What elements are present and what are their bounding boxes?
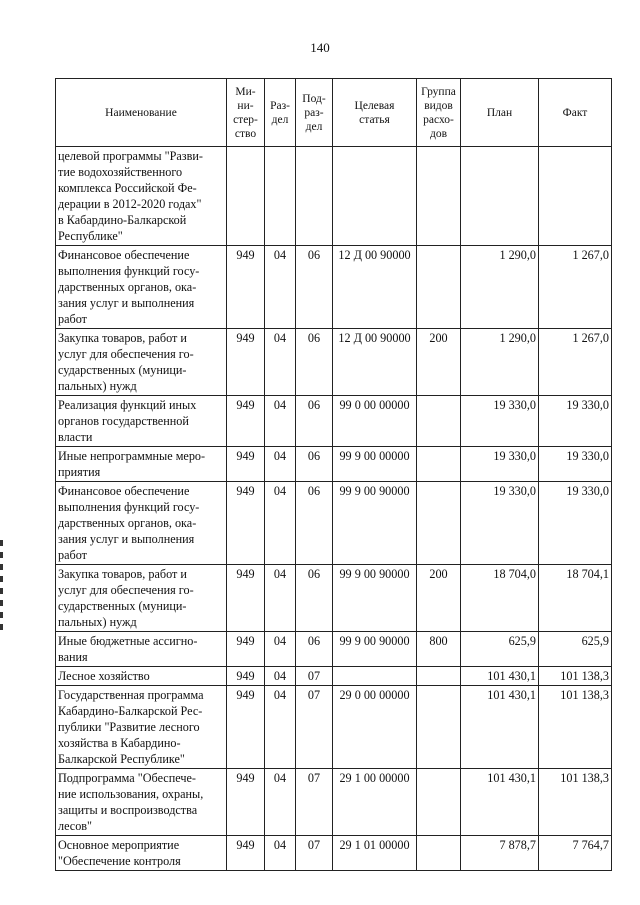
cell-target [333,147,417,246]
cell-subsection [296,147,333,246]
cell-expense-group [417,482,461,565]
header-plan: План [461,79,539,147]
cell-fact [539,147,612,246]
cell-target: 99 9 00 90000 [333,482,417,565]
cell-section: 04 [265,565,296,632]
cell-fact: 1 267,0 [539,329,612,396]
cell-fact: 1 267,0 [539,246,612,329]
cell-plan: 1 290,0 [461,329,539,396]
cell-target: 29 1 01 00000 [333,836,417,871]
cell-target: 12 Д 00 90000 [333,246,417,329]
cell-plan: 625,9 [461,632,539,667]
header-subsection: Под- раз- дел [296,79,333,147]
cell-plan: 19 330,0 [461,396,539,447]
cell-expense-group [417,147,461,246]
cell-fact: 19 330,0 [539,482,612,565]
cell-section: 04 [265,769,296,836]
cell-fact: 625,9 [539,632,612,667]
cell-section: 04 [265,396,296,447]
cell-fact: 7 764,7 [539,836,612,871]
table-row [56,329,612,396]
cell-ministry [227,147,265,246]
table-row [56,632,612,667]
cell-expense-group: 200 [417,329,461,396]
cell-section: 04 [265,447,296,482]
cell-name: Закупка товаров, работ и услуг для обеспечения го- сударственных (муници- пальных) нужд [56,565,227,632]
table-row [56,482,612,565]
cell-section: 04 [265,246,296,329]
cell-ministry: 949 [227,686,265,769]
cell-target: 99 9 00 00000 [333,447,417,482]
cell-fact: 18 704,1 [539,565,612,632]
cell-fact: 19 330,0 [539,396,612,447]
cell-plan: 101 430,1 [461,667,539,686]
cell-name: Государственная программа Кабардино-Балкарской Рес- публики "Развитие лесного хозяйства в Кабардино- Балкарской Республике" [56,686,227,769]
table-row [56,667,612,686]
cell-section: 04 [265,482,296,565]
cell-ministry: 949 [227,836,265,871]
table-row [56,246,612,329]
page-number: 140 [310,40,330,55]
cell-name: Реализация функций иных органов государственной власти [56,396,227,447]
cell-name: Иные бюджетные ассигно- вания [56,632,227,667]
cell-ministry: 949 [227,565,265,632]
header-section: Раз- дел [265,79,296,147]
cell-ministry: 949 [227,667,265,686]
cell-fact: 19 330,0 [539,447,612,482]
cell-target: 12 Д 00 90000 [333,329,417,396]
cell-name: Финансовое обеспечение выполнения функций госу- дарственных органов, ока- зания услуг и выполнения работ [56,246,227,329]
cell-ministry: 949 [227,482,265,565]
cell-ministry: 949 [227,447,265,482]
cell-section: 04 [265,836,296,871]
cell-name: целевой программы "Разви- тие водохозяйственного комплекса Российской Фе- дерации в 2012-2020 годах" в Кабардино-Балкарской Республике" [56,147,227,246]
cell-plan: 19 330,0 [461,447,539,482]
table-row [56,565,612,632]
cell-name: Закупка товаров, работ и услуг для обеспечения го- сударственных (муници- пальных) нужд [56,329,227,396]
header-fact: Факт [539,79,612,147]
cell-expense-group [417,396,461,447]
cell-section: 04 [265,632,296,667]
cell-target: 99 9 00 90000 [333,565,417,632]
cell-subsection: 06 [296,632,333,667]
cell-subsection: 07 [296,686,333,769]
cell-plan [461,147,539,246]
table-row [56,769,612,836]
cell-plan: 7 878,7 [461,836,539,871]
cell-ministry: 949 [227,396,265,447]
cell-target: 99 9 00 90000 [333,632,417,667]
cell-ministry: 949 [227,632,265,667]
cell-section: 04 [265,686,296,769]
cell-ministry: 949 [227,329,265,396]
header-target: Целевая статья [333,79,417,147]
cell-expense-group [417,667,461,686]
header-ministry: Ми- ни- стер- ство [227,79,265,147]
cell-expense-group [417,447,461,482]
cell-subsection: 06 [296,565,333,632]
table-header-row [56,79,612,147]
cell-ministry: 949 [227,769,265,836]
cell-fact: 101 138,3 [539,686,612,769]
cell-expense-group: 200 [417,565,461,632]
cell-expense-group: 800 [417,632,461,667]
cell-ministry: 949 [227,246,265,329]
cell-name: Финансовое обеспечение выполнения функций госу- дарственных органов, ока- зания услуг и выполнения работ [56,482,227,565]
cell-target: 99 0 00 00000 [333,396,417,447]
header-name: Наименование [56,79,227,147]
table-row [56,686,612,769]
cell-name: Подпрограмма "Обеспече- ние использования, охраны, защиты и воспроизводства лесов" [56,769,227,836]
cell-subsection: 06 [296,396,333,447]
cell-target: 29 1 00 00000 [333,769,417,836]
cell-name: Основное мероприятие "Обеспечение контроля [56,836,227,871]
cell-expense-group [417,769,461,836]
cell-plan: 18 704,0 [461,565,539,632]
cell-plan: 101 430,1 [461,686,539,769]
cell-name: Лесное хозяйство [56,667,227,686]
cell-fact: 101 138,3 [539,667,612,686]
table-row [56,836,612,871]
table-row [56,396,612,447]
cell-section: 04 [265,667,296,686]
table-row [56,147,612,246]
scan-edge-marks [0,540,3,630]
cell-subsection: 07 [296,836,333,871]
cell-name: Иные непрограммные меро- приятия [56,447,227,482]
cell-subsection: 07 [296,769,333,836]
cell-expense-group [417,836,461,871]
header-expense-group: Группа видов расхо- дов [417,79,461,147]
cell-subsection: 06 [296,447,333,482]
cell-fact: 101 138,3 [539,769,612,836]
budget-table [55,78,612,871]
cell-section: 04 [265,329,296,396]
cell-expense-group [417,246,461,329]
cell-plan: 101 430,1 [461,769,539,836]
table-row [56,447,612,482]
cell-section [265,147,296,246]
cell-target [333,667,417,686]
cell-target: 29 0 00 00000 [333,686,417,769]
cell-subsection: 06 [296,482,333,565]
cell-plan: 1 290,0 [461,246,539,329]
cell-expense-group [417,686,461,769]
cell-subsection: 07 [296,667,333,686]
cell-subsection: 06 [296,329,333,396]
cell-subsection: 06 [296,246,333,329]
cell-plan: 19 330,0 [461,482,539,565]
